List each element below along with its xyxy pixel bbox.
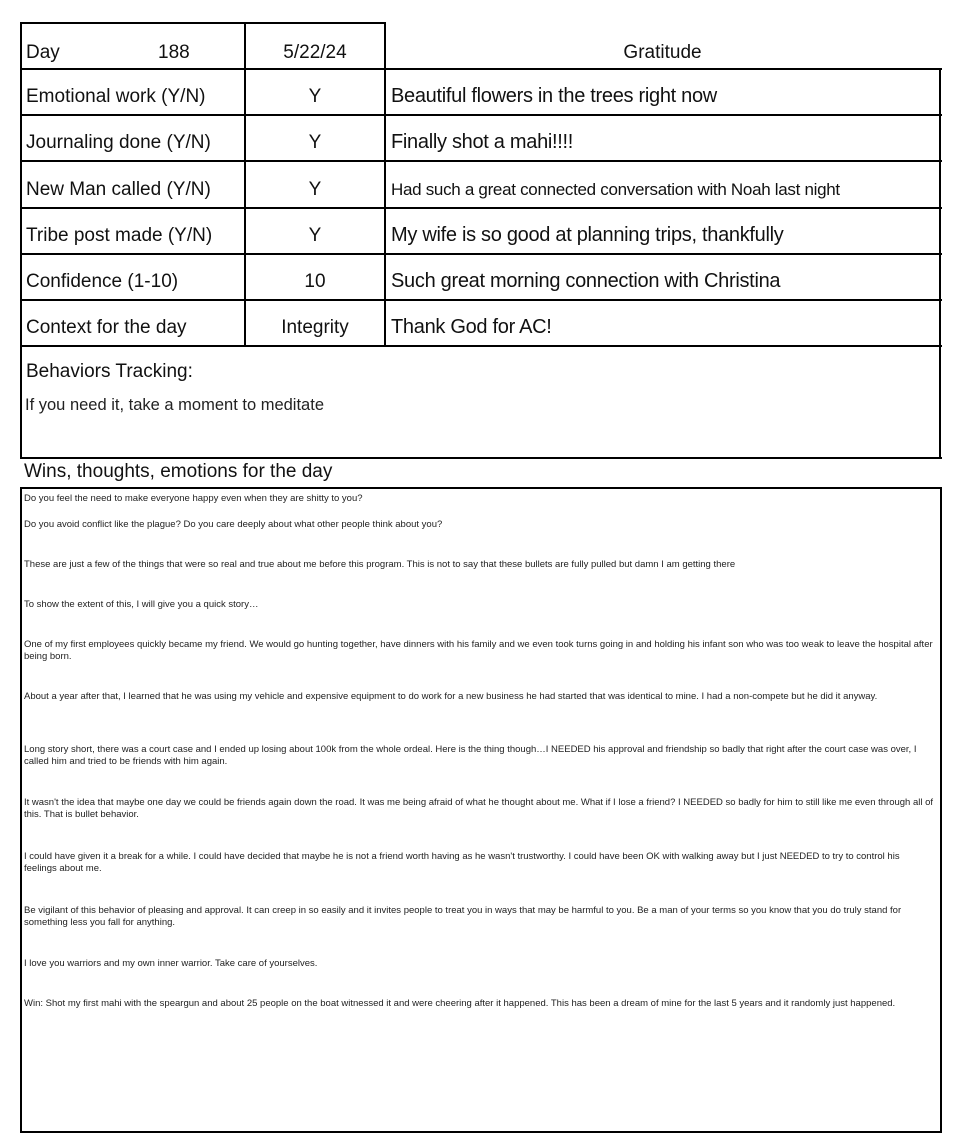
- wins-paragraph: Win: Shot my first mahi with the speargun and about 25 people on the boat witnessed it and were cheering after it happened. This has been a dream of mine for the last 5 years and it randomly just happened.: [24, 998, 896, 1009]
- gratitude-entry: Such great morning connection with Christina: [391, 270, 781, 292]
- gratitude-title: Gratitude: [623, 42, 702, 63]
- wins-paragraph: It wasn't the idea that maybe one day we could be friends again down the road. It was me being afraid of what he thought about me. What if I lose a friend? I NEEDED so badly for him to still like me even through all of this. That is bullet behavior.: [24, 797, 934, 820]
- wins-title: Wins, thoughts, emotions for the day: [24, 461, 333, 482]
- wins-paragraph: I love you warriors and my own inner warrior. Take care of yourselves.: [24, 958, 318, 969]
- wins-paragraph: Do you avoid conflict like the plague? Do you care deeply about what other people think about you?: [24, 519, 443, 530]
- day-cell: [22, 24, 244, 68]
- gratitude-header: [386, 24, 939, 68]
- row-value: Y: [308, 179, 322, 200]
- wins-paragraph: About a year after that, I learned that he was using my vehicle and expensive equipment to do work for a new business he had started that was identical to mine. I had a non-compete but he did it anyway.: [24, 691, 878, 702]
- day-number: 188: [158, 42, 190, 63]
- day-label: Day: [26, 42, 60, 63]
- wins-paragraph: I could have given it a break for a while. I could have decided that maybe he is not a friend worth having as he wasn't trustworthy. I could have been OK with walking away but I just NEEDED to try to control his feelings about me.: [24, 851, 900, 874]
- gratitude-entry: Had such a great connected conversation with Noah last night: [391, 180, 840, 199]
- gratitude-entry: Thank God for AC!: [391, 316, 552, 338]
- behaviors-bottom-border: [20, 457, 942, 459]
- row-label: Confidence (1-10): [26, 271, 179, 292]
- behaviors-text: If you need it, take a moment to meditate: [25, 396, 324, 414]
- wins-paragraph: These are just a few of the things that were so real and true about me before this program. This is not to say that these bullets are fully pulled but damn I am getting there: [24, 559, 736, 570]
- row-label: New Man called (Y/N): [26, 179, 211, 200]
- date-value: 5/22/24: [283, 42, 347, 63]
- table-right-border: [939, 68, 941, 459]
- row-value: Y: [308, 132, 322, 153]
- gratitude-entry: My wife is so good at planning trips, thankfully: [391, 224, 784, 246]
- wins-paragraph: To show the extent of this, I will give you a quick story…: [24, 599, 259, 610]
- row-label: Tribe post made (Y/N): [26, 225, 213, 246]
- row-label: Context for the day: [26, 317, 187, 338]
- row-value: 10: [304, 271, 326, 292]
- row-value: Y: [308, 225, 322, 246]
- wins-paragraph: Be vigilant of this behavior of pleasing and approval. It can creep in so easily and it invites people to treat you in ways that may be harmful to you. Be a man of your terms so you know that you do truly stand for something less you fall for anything.: [24, 905, 902, 928]
- row-label: Emotional work (Y/N): [26, 86, 206, 107]
- wins-paragraph: Do you feel the need to make everyone happy even when they are shitty to you?: [24, 493, 363, 504]
- row-value: Y: [308, 86, 322, 107]
- gratitude-entry: Finally shot a mahi!!!!: [391, 131, 574, 153]
- behaviors-title: Behaviors Tracking:: [26, 361, 193, 382]
- wins-paragraph: One of my first employees quickly became my friend. We would go hunting together, have dinners with his family and we even took turns going in and holding his infant son who was too weak to leave the hospital after being born.: [24, 639, 933, 662]
- row-divider: [20, 345, 942, 347]
- date-cell: [246, 24, 384, 68]
- gratitude-entry: Beautiful flowers in the trees right now: [391, 85, 717, 107]
- row-value: Integrity: [281, 317, 349, 338]
- row-label: Journaling done (Y/N): [26, 132, 211, 153]
- wins-paragraph: Long story short, there was a court case and I ended up losing about 100k from the whole ordeal. Here is the thing though…I NEEDED his approval and friendship so badly that right after the court case was over, I called him and tried to be friends with him again.: [24, 744, 917, 767]
